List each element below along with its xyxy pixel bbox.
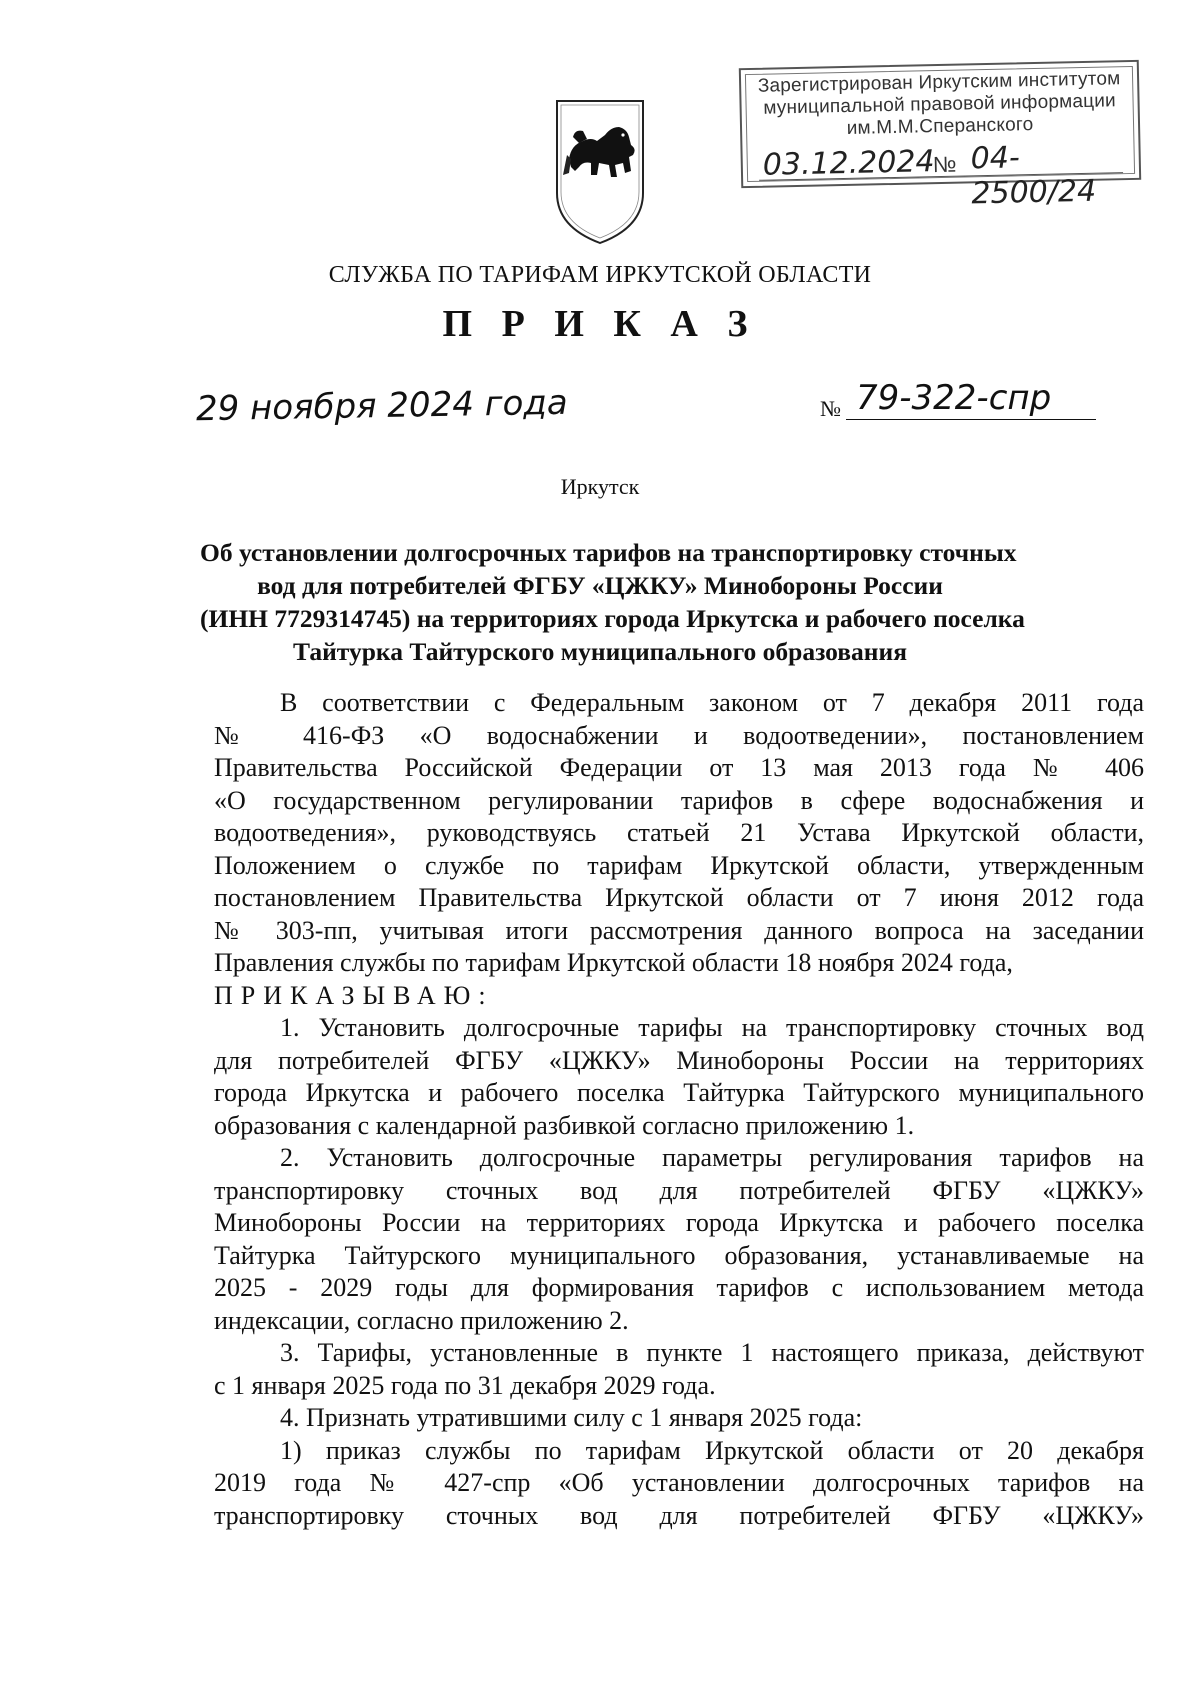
body-line: 2025 - 2029 годы для формирования тарифов с использованием метода	[214, 1273, 1144, 1302]
heading-line: вод для потребителей ФГБУ «ЦЖКУ» Минобороны России	[257, 571, 943, 600]
stamp-number-label: №	[932, 151, 957, 178]
stamp-handwritten-date: 03.12.2024	[762, 144, 935, 183]
heading-line: Тайтурка Тайтурского муниципального образования	[292, 637, 907, 666]
stamp-line-3: им.М.М.Сперанского	[846, 114, 1034, 139]
body-line: образования с календарной разбивкой согласно приложению 1.	[214, 1110, 915, 1140]
body-line: 2019 года № 427-спр «Об установлении долгосрочных тарифов на	[214, 1468, 1144, 1497]
body-line: 1) приказ службы по тарифам Иркутской области от 20 декабря	[280, 1435, 1144, 1465]
body-line: постановлением Правительства Иркутской области от 7 июня 2012 года	[214, 883, 1144, 912]
body-line: «О государственном регулировании тарифов в сфере водоснабжения и	[214, 785, 1144, 815]
order-number-handwritten: 79-322-спр	[856, 378, 1052, 418]
order-date-handwritten: 29 ноября 2024 года	[195, 382, 569, 430]
body-line: транспортировку сточных вод для потребителей ФГБУ «ЦЖКУ»	[214, 1175, 1144, 1205]
order-body-text	[214, 687, 1144, 1532]
body-line: с 1 января 2025 года по 31 декабря 2029 года.	[214, 1370, 716, 1400]
body-line: 3. Тарифы, установленные в пункте 1 настоящего приказа, действуют	[280, 1338, 1144, 1367]
agency-name: СЛУЖБА ПО ТАРИФАМ ИРКУТСКОЙ ОБЛАСТИ	[328, 262, 872, 288]
body-line: транспортировку сточных вод для потребителей ФГБУ «ЦЖКУ»	[214, 1500, 1144, 1530]
city-name: Иркутск	[560, 474, 640, 499]
body-line: водоотведения», руководствуясь статьей 21 Устава Иркутской области,	[214, 818, 1144, 847]
document-title: П Р И К А З	[442, 303, 758, 345]
body-line: для потребителей ФГБУ «ЦЖКУ» Минобороны России на территориях	[214, 1045, 1144, 1075]
body-line: № 303-пп, учитывая итоги рассмотрения данного вопроса на заседании	[214, 915, 1144, 945]
stamp-handwritten-number: 04-2500/24	[970, 140, 1097, 212]
body-line: В соответствии с Федеральным законом от 7 декабря 2011 года	[280, 688, 1144, 717]
body-line: Правления службы по тарифам Иркутской области 18 ноября 2024 года,	[214, 948, 1013, 977]
order-number-label: №	[820, 396, 841, 421]
body-line: 4. Признать утратившими силу с 1 января 2025 года:	[280, 1403, 863, 1432]
body-line: 1. Установить долгосрочные тарифы на транспортировку сточных вод	[280, 1013, 1144, 1042]
heading-line: (ИНН 7729314745) на территориях города Иркутска и рабочего поселка	[200, 604, 1025, 633]
body-line: Тайтурка Тайтурского муниципального образования, устанавливаемые на	[214, 1240, 1144, 1270]
heading-line: Об установлении долгосрочных тарифов на транспортировку сточных	[200, 538, 1017, 567]
body-line: 2. Установить долгосрочные параметры регулирования тарифов на	[280, 1143, 1144, 1172]
coat-of-arms-emblem	[553, 97, 647, 245]
stamp-line-1: Зарегистрирован Иркутским институтом	[757, 68, 1121, 97]
order-subject-heading	[200, 536, 1025, 668]
body-line: индексации, согласно приложению 2.	[214, 1305, 629, 1335]
order-number-underline	[846, 419, 1096, 420]
body-line: № 416-ФЗ «О водоснабжении и водоотведении», постановлением	[214, 720, 1144, 750]
stamp-line-2: муниципальной правовой информации	[763, 90, 1117, 119]
body-line-prikazyvayu: ПРИКАЗЫВАЮ:	[214, 980, 494, 1010]
body-line: Положением о службе по тарифам Иркутской области, утвержденным	[214, 850, 1144, 880]
body-line: Правительства Российской Федерации от 13 мая 2013 года № 406	[214, 753, 1144, 782]
registration-stamp	[739, 60, 1141, 212]
body-line: Минобороны России на территориях города Иркутска и рабочего поселка	[214, 1208, 1144, 1237]
body-line: города Иркутска и рабочего поселка Тайтурка Тайтурского муниципального	[214, 1078, 1144, 1107]
